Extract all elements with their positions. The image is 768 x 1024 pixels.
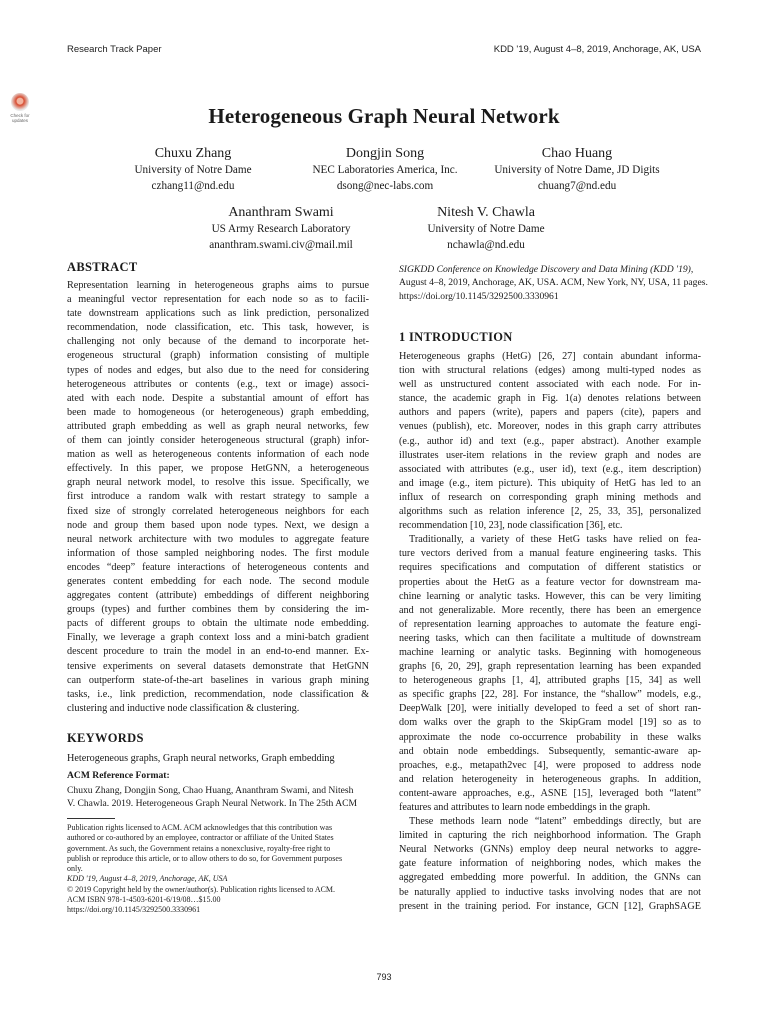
- acm-reference-line: V. Chawla. 2019. Heterogeneous Graph Neural Network. In The 25th ACM: [67, 798, 358, 809]
- right-column: [399, 330, 701, 914]
- author-affiliation: NEC Laboratories America, Inc.: [312, 164, 458, 176]
- abstract-line: descent procedure to train the model in an end-to-end manner. Ex-: [67, 646, 369, 658]
- abstract-line: recommendation, node classification, etc. This task, however, is: [67, 322, 369, 334]
- intro-line: (e.g., author id) and text (e.g., paper abstract). Another example: [399, 435, 701, 447]
- intro-line: limited in capturing the rich neighborhood information. The Graph: [399, 830, 701, 842]
- footnote-isbn: ACM ISBN 978-1-4503-6201-6/19/08…$15.00: [67, 895, 221, 905]
- copyright-footnote: [67, 823, 377, 916]
- footnote-line: Publication rights licensed to ACM. ACM acknowledges that this contribution was: [67, 823, 333, 832]
- abstract-line: graph neural network model, to resolve this issue. Specifically, we: [67, 477, 369, 489]
- intro-line: features and attributes to learn node embeddings in the graph.: [399, 802, 651, 813]
- abstract-line: can outperform state-of-the-art baselines in various graph mining: [67, 674, 369, 686]
- left-column: [67, 260, 369, 716]
- intro-line: well as unstructured content associated with each node. For in-: [399, 379, 701, 391]
- abstract-line: tensive experiments on several datasets demonstrate that HetGNN: [67, 660, 369, 672]
- abstract-line: fixed size of strongly correlated heterogeneous neighbors for each: [67, 505, 369, 517]
- abstract-line: types of nodes and edges, but also due to the need for considering: [67, 364, 369, 376]
- author-block: [356, 204, 616, 253]
- abstract-line: erogeneous structural (graph) information consisting of multiple: [67, 350, 369, 362]
- abstract-line: heterogeneous attributes or contents (e.g., text or image) associ-: [67, 378, 369, 390]
- abstract-line: neural network architecture with two modules to aggregate feature: [67, 533, 369, 545]
- intro-line: influx of research on corresponding graph mining methods and: [399, 491, 701, 503]
- intro-line: neering tasks, which can then facilitate a multitude of downstream: [399, 632, 701, 644]
- author-name: Chuxu Zhang: [154, 146, 232, 161]
- intro-line: ture vectors derived from a manual feature engineering tasks. This: [399, 548, 701, 560]
- abstract-heading: ABSTRACT: [67, 260, 138, 274]
- intro-line: properties about the HetG as a feature vector for downstream ma-: [399, 576, 701, 588]
- intro-line: Traditionally, a variety of these HetG tasks have relied on fea-: [409, 534, 701, 546]
- intro-line: present in the training period. For instance, GCN [12], GraphSAGE: [399, 900, 701, 912]
- abstract-line: aggregates content (attribute) embeddings of different neighboring: [67, 590, 369, 602]
- intro-paragraph-1: [399, 350, 701, 533]
- abstract-line: encodes “deep” feature interactions of heterogeneous contents and: [67, 561, 369, 573]
- intro-line: chine learning or analytic tasks. However, this can be very limiting: [399, 590, 701, 602]
- author-email[interactable]: nchawla@nd.edu: [447, 238, 525, 251]
- footnote-line: authored or co-authored by an employee, contractor or affiliate of the United States: [67, 833, 334, 843]
- intro-line: recommendation [10, 23], node classification [36], etc.: [399, 520, 623, 532]
- footnote-conference: KDD '19, August 4–8, 2019, Anchorage, AK, USA: [67, 874, 228, 884]
- abstract-line: challenging not only because of the demand to incorporate het-: [67, 336, 369, 348]
- intro-line: aggregated embedding more powerful. In addition, the GNNs can: [399, 872, 701, 884]
- introduction-heading: 1 INTRODUCTION: [399, 330, 513, 344]
- intro-line: proaches, e.g., metapath2vec [4], were proposed to address node: [399, 759, 701, 771]
- intro-line: authors and papers (write), papers and papers (cite), papers and: [399, 407, 701, 419]
- author-email[interactable]: dsong@nec-labs.com: [336, 179, 434, 192]
- abstract-line: Finally, we leverage a graph context loss and a mini-batch gradient: [67, 632, 369, 644]
- intro-line: Neural Networks (GNNs) employ deep neural networks to aggre-: [399, 844, 701, 856]
- intro-line: of representation learning approaches to automate the feature engi-: [399, 618, 701, 630]
- keywords-line: Heterogeneous graphs, Graph neural networks, Graph embedding: [67, 753, 335, 764]
- intro-line: stance, the academic graph in Fig. 1(a) denotes relations between: [399, 393, 701, 405]
- intro-line: as specific graphs [22, 28]. For instance, the “shallow” models, e.g.,: [399, 689, 701, 701]
- citation-continuation: [399, 263, 709, 303]
- abstract-line: first introduce a random walk with restart strategy to sample a: [67, 491, 369, 503]
- intro-line: approximate the node co-occurrence probability in these walks: [399, 731, 701, 743]
- intro-line: and obtain node embeddings. Subsequently, semantic-aware ap-: [399, 745, 701, 757]
- author-affiliation: US Army Research Laboratory: [211, 223, 351, 235]
- keywords-heading: KEYWORDS: [67, 731, 144, 745]
- author-name: Ananthram Swami: [228, 205, 334, 220]
- author-name: Nitesh V. Chawla: [437, 205, 535, 220]
- footnote-line: government. As such, the Government retains a nonexclusive, royalty-free right to: [67, 843, 331, 853]
- intro-line: dom walks over the graph to the SkipGram model [19] so as to: [399, 717, 701, 729]
- intro-line: Heterogeneous graphs (HetG) [26, 27] contain abundant informa-: [399, 351, 701, 362]
- intro-line: and not generalizable. More recently, there has been an emergence: [399, 604, 701, 616]
- abstract-line: of them can jointly consider heterogeneous structural (graph) infor-: [67, 435, 369, 447]
- intro-line: associated with attributes (e.g., user id), text (e.g., item description): [399, 463, 701, 475]
- intro-line: content-aware approaches, e.g., ASNE [15], leveraged both “latent”: [399, 787, 701, 799]
- author-name: Chao Huang: [541, 146, 613, 161]
- footnote-line: publish or reproduce this article, or to allow others to do so, for Government purposes: [67, 853, 343, 863]
- abstract-line: tate downstream applications such as link prediction, personalized: [67, 308, 369, 320]
- abstract-line: ated with each node. Despite a substantial amount of effort has: [67, 392, 369, 404]
- abstract-line: mation as well as heterogeneous contents information of each node: [67, 449, 369, 461]
- footnote-line: only.: [67, 864, 83, 874]
- intro-line: gate feature information of neighboring nodes, which makes the: [399, 858, 701, 870]
- abstract-line: pacts of different groups to obtain the ultimate node embedding.: [67, 618, 369, 630]
- acm-reference-heading: ACM Reference Format:: [67, 770, 170, 781]
- abstract-line: Representation learning in heterogeneous graphs aims to pursue: [67, 280, 369, 291]
- acm-reference-line: Chuxu Zhang, Dongjin Song, Chao Huang, Ananthram Swami, and Nitesh: [67, 785, 354, 796]
- intro-line: These methods learn node “latent” embeddings directly, but are: [409, 816, 701, 828]
- footnote-line: © 2019 Copyright held by the owner/author(s). Publication rights licensed to ACM.: [67, 884, 336, 894]
- abstract-line: effectively. In this paper, we propose HetGNN, a heterogeneous: [67, 463, 369, 475]
- intro-line: illustrates user-item relations in the review graph and nodes are: [399, 449, 701, 461]
- acm-reference-text: [67, 784, 369, 810]
- page-number: 793: [376, 972, 392, 982]
- intro-line: to heterogeneous graphs [1, 4], attributed graphs [15, 34] as well: [399, 675, 701, 687]
- abstract-line: node and group them based upon node types. Next, we design a: [67, 519, 369, 531]
- author-block: [447, 145, 707, 194]
- citation-line: SIGKDD Conference on Knowledge Discovery and Data Mining (KDD '19),: [399, 264, 694, 275]
- intro-line: DeepWalk [20], were initially developed to feed a set of short ran-: [399, 703, 701, 715]
- abstract-line: generates content embedding for each node. The second module: [67, 575, 369, 587]
- badge-line-1: Check for: [10, 113, 30, 118]
- author-email[interactable]: chuang7@nd.edu: [537, 179, 617, 192]
- paper-title: Heterogeneous Graph Neural Network: [208, 104, 560, 128]
- author-name: Dongjin Song: [345, 146, 425, 161]
- author-affiliation: University of Notre Dame: [427, 223, 545, 235]
- intro-line: be naturally applied to inductive tasks involving nodes that are not: [399, 886, 701, 898]
- intro-line: algorithms such as relation inference [2, 25, 33, 35], personalized: [399, 506, 701, 518]
- intro-line: and relation heterogeneity in heterogeneous graphs. In addition,: [399, 773, 701, 785]
- running-header-right: KDD '19, August 4–8, 2019, Anchorage, AK, USA: [493, 44, 701, 55]
- citation-line: August 4–8, 2019, Anchorage, AK, USA. ACM, New York, NY, USA, 11 pages.: [399, 277, 708, 289]
- citation-doi-link[interactable]: https://doi.org/10.1145/3292500.3330961: [399, 290, 559, 302]
- abstract-line: attributed graph embedding as well as graph neural networks, few: [67, 420, 369, 432]
- badge-line-2: updates: [11, 118, 28, 123]
- author-affiliation: University of Notre Dame, JD Digits: [494, 164, 660, 176]
- intro-paragraph-3: [399, 815, 701, 914]
- intro-line: requires specifications and computation of different statistics or: [399, 562, 701, 574]
- footnote-rule: [67, 818, 115, 819]
- abstract-line: clustering and inductive node classification & clustering.: [67, 702, 300, 714]
- abstract-line: been made to homogeneous (or heterogeneous) graph embedding,: [67, 406, 369, 418]
- intro-line: tion with structural relations (edges) among multi-typed nodes as: [399, 365, 701, 377]
- author-email[interactable]: czhang11@nd.edu: [151, 179, 235, 192]
- intro-line: machine learning or analytic tasks. Beginning with homogeneous: [399, 646, 701, 658]
- keywords-text: [67, 752, 369, 766]
- author-email[interactable]: ananthram.swami.civ@mail.mil: [209, 238, 353, 251]
- abstract-line: groups (types) and further combines them by considering the im-: [67, 604, 369, 616]
- abstract-line: information of those sampled neighboring nodes. The first module: [67, 547, 369, 559]
- author-affiliation: University of Notre Dame: [134, 164, 252, 176]
- intro-paragraph-2: [399, 533, 701, 815]
- intro-line: venues (publish), etc. Moreover, nodes in this graph carry attributes: [399, 421, 701, 433]
- intro-line: graphs [6, 20, 29], graph representation learning has been expanded: [399, 661, 701, 673]
- abstract-text: [67, 279, 369, 716]
- intro-line: and image (e.g., item picture). This ubiquity of HetG has led to an: [399, 477, 701, 489]
- footnote-doi-link[interactable]: https://doi.org/10.1145/3292500.3330961: [67, 905, 201, 915]
- abstract-line: tasks, i.e., link prediction, recommendation, node classification &: [67, 688, 369, 700]
- abstract-line: a meaningful vector representation for each node so as to facili-: [67, 294, 369, 306]
- running-header-left: Research Track Paper: [67, 44, 162, 55]
